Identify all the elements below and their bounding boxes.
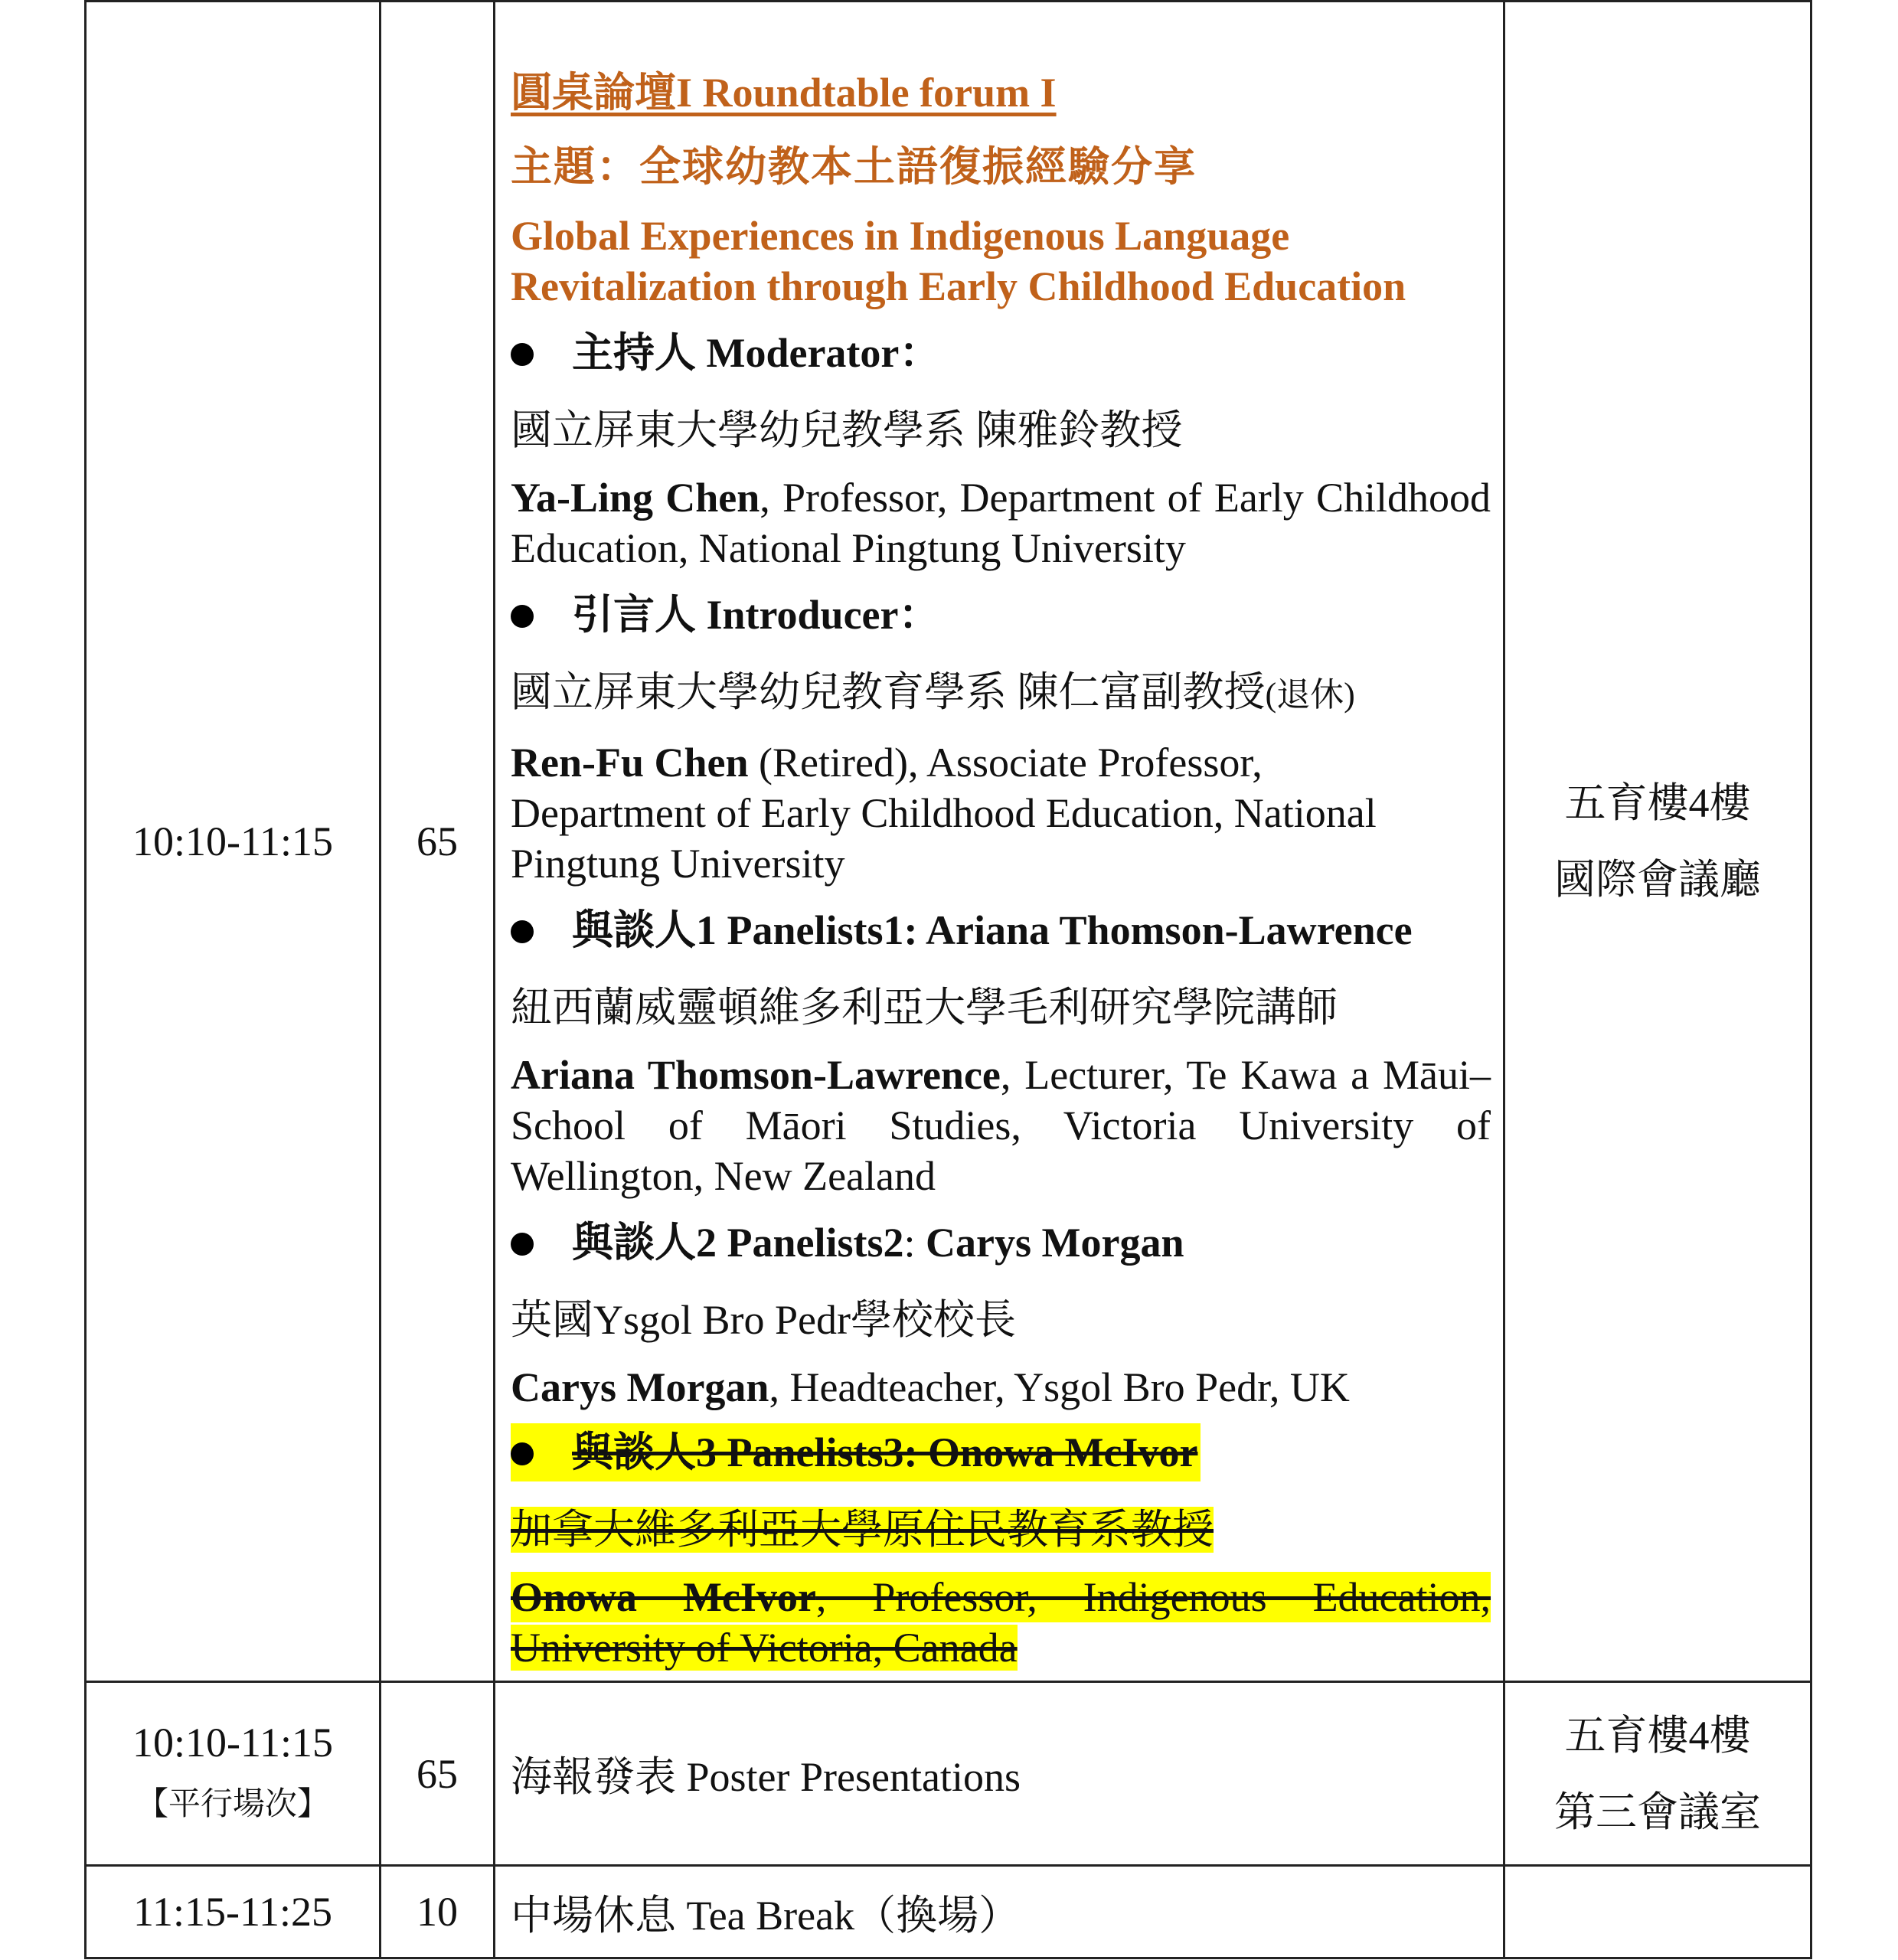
moderator-desc: , Professor, Department of Early Childhood Education, National Pingtung University [511,475,1491,571]
program-cell [495,1866,1504,1958]
room-name: 國際會議廳 [1554,857,1761,903]
poster-presentations: 海報發表 Poster Presentations [511,1754,1021,1800]
introducer-zh-note: (退休) [1265,676,1355,714]
bullet-icon [511,605,534,628]
room-building: 五育樓4樓 [1564,1712,1751,1759]
table-row [86,1866,1811,1958]
forum-theme-zh: 主題：全球幼教本土語復振經驗分享 [511,144,1197,190]
panelist2-en [511,1362,1491,1413]
panelist1-name: Ariana Thomson-Lawrence [511,1052,1001,1098]
bullet-icon [511,1233,534,1256]
panelist1-zh: 紐西蘭威靈頓維多利亞大學毛利研究學院講師 [511,985,1338,1031]
room-cell [1504,2,1811,1682]
table-row [86,1682,1811,1866]
time-text: 10:10-11:15 [132,1720,333,1766]
panelist3-role: 與談人3 Panelists3: Onowa McIvor [572,1429,1198,1475]
forum-theme-en-1: Global Experiences in Indigenous Language [511,213,1290,259]
introducer-desc: (Retired), Associate Professor, Department of Early Childhood Education, National Pingtung University [511,740,1377,887]
room-cell [1504,1682,1811,1866]
panelist3-name: Onowa McIvor [511,1574,816,1620]
time-cell: 10:10-11:15 [86,2,381,1682]
panelist2-role-a: 與談人2 Panelists2 [572,1220,904,1266]
room-name: 第三會議室 [1554,1788,1761,1835]
panelist1-en [511,1050,1491,1201]
tea-break: 中場休息 Tea Break（換場） [511,1892,1021,1939]
bullet-icon [511,1442,534,1465]
program-cell [495,2,1504,1682]
parallel-session-note: 【平行場次】 [136,1787,329,1822]
moderator-heading [511,318,1491,388]
panelist3-zh [511,1488,1491,1572]
bullet-icon [511,343,534,366]
moderator-en [511,472,1491,573]
panelist3-desc-1: , Professor, Indigenous Education, [815,1574,1491,1620]
minutes-cell: 10 [381,1866,495,1958]
panelist1-desc: , Lecturer, Te Kawa a Māui–School of Māori Studies, Victoria University of Wellington, New Zealand [511,1052,1491,1199]
schedule-table [84,0,1812,1959]
minutes-cell: 65 [381,2,495,1682]
introducer-role: 引言人 Introducer： [572,592,940,638]
panelist3-desc-2: University of Victoria, Canada [511,1625,1018,1671]
panelist1-heading [511,895,1491,965]
introducer-zh-text: 國立屏東大學幼兒教育學系 陳仁富副教授 [511,669,1266,715]
panelist2-desc: , Headteacher, Ysgol Bro Pedr, UK [769,1364,1350,1410]
panelist2-name: Carys Morgan [511,1364,769,1410]
time-cell [86,1682,381,1866]
panelist2-role-c: Carys Morgan [926,1220,1184,1266]
panelist3-en-1 [511,1572,1491,1622]
introducer-name: Ren-Fu Chen [511,740,749,786]
panelist3-zh-text: 加拿大維多利亞大學原住民教育系教授 [511,1507,1214,1553]
panelist2-zh: 英國Ysgol Bro Pedr學校校長 [511,1297,1016,1343]
bullet-icon [511,920,534,943]
table-row [86,2,1811,1682]
program-cell [495,1682,1504,1866]
introducer-zh [511,650,1491,737]
moderator-role: 主持人 Moderator： [572,330,941,376]
panelist1-role: 與談人1 Panelists1: Ariana Thomson-Lawrence [572,907,1413,953]
moderator-name: Ya-Ling Chen [511,475,760,521]
panelist3-en-2 [511,1622,1491,1673]
moderator-zh: 國立屏東大學幼兒教學系 陳雅鈴教授 [511,407,1183,453]
panelist3-heading [511,1417,1491,1488]
panelist2-role-b: : [903,1220,926,1266]
forum-theme-en-2: Revitalization through Early Childhood Education [511,263,1406,309]
forum-title: 圓桌論壇I Roundtable forum I [511,70,1057,116]
introducer-en [511,737,1491,889]
room-cell [1504,1866,1811,1958]
introducer-heading [511,580,1491,650]
panelist2-heading [511,1207,1491,1278]
room-building: 五育樓4樓 [1564,780,1751,826]
minutes-cell: 65 [381,1682,495,1866]
time-cell: 11:15-11:25 [86,1866,381,1958]
